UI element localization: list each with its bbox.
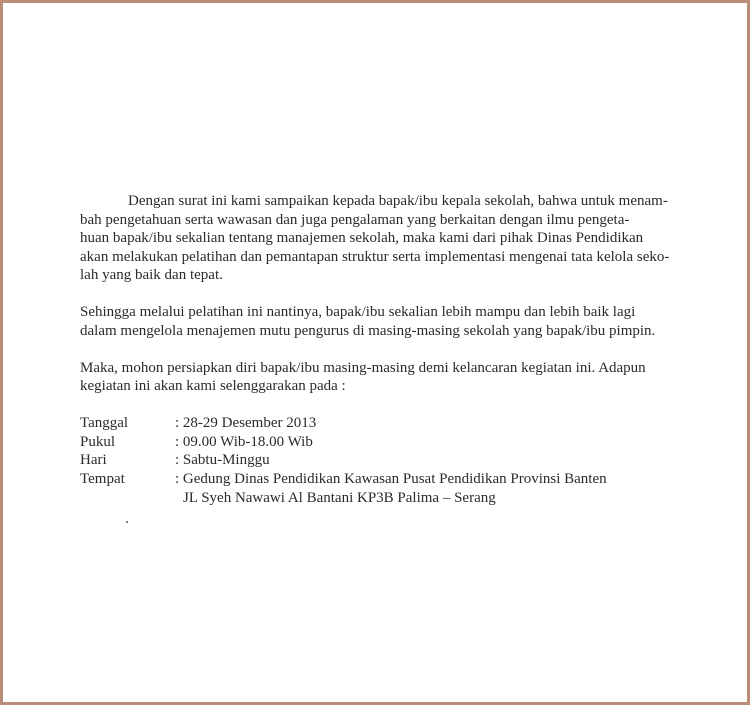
detail-row-tanggal [80, 414, 680, 433]
detail-value: : Sabtu-Minggu [175, 452, 270, 468]
paragraph-1-line: akan melakukan pelatihan dan pemantapan struktur serta implementasi mengenai tata kelola seko- [80, 248, 670, 265]
paragraph-1-line: bah pengetahuan serta wawasan dan juga pengalaman yang berkaitan dengan ilmu pengeta- [80, 211, 630, 228]
paragraph-1-line: lah yang baik dan tepat. [80, 267, 223, 283]
detail-label: Tempat [80, 470, 125, 487]
paragraph-3 [80, 359, 680, 396]
paragraph-1-line: huan bapak/ibu sekalian tentang manajemen sekolah, maka kami dari pihak Dinas Pendidikan [80, 230, 644, 246]
detail-value: : 28-29 Desember 2013 [175, 415, 317, 431]
detail-value: : Gedung Dinas Pendidikan Kawasan Pusat Pendidikan Provinsi Banten [175, 470, 607, 487]
paragraph-3-line: kegiatan ini akan kami selenggarakan pada : [80, 378, 346, 394]
detail-row-tempat [80, 470, 680, 489]
paragraph-1 [80, 192, 680, 285]
address-line: JL Syeh Nawawi Al Bantani KP3B Palima – Serang [183, 490, 496, 506]
paragraph-3-line: Maka, mohon persiapkan diri bapak/ibu masing-masing demi kelancaran kegiatan ini. Adapun [80, 359, 646, 376]
paragraph-2 [80, 303, 680, 340]
detail-row-pukul [80, 433, 680, 452]
detail-label: Hari [80, 452, 107, 468]
ink-speck [126, 521, 128, 523]
letter-body [80, 192, 680, 488]
paragraph-2-line: dalam mengelola menajemen mutu pengurus di masing-masing sekolah yang bapak/ibu pimpin. [80, 322, 656, 339]
detail-value: : 09.00 Wib-18.00 Wib [175, 433, 313, 450]
event-details [80, 414, 680, 488]
paragraph-2-line: Sehingga melalui pelatihan ini nantinya, bapak/ibu sekalian lebih mampu dan lebih baik lagi [80, 304, 636, 320]
detail-label: Tanggal [80, 415, 129, 431]
detail-label: Pukul [80, 433, 116, 450]
paragraph-1-line: Dengan surat ini kami sampaikan kepada bapak/ibu kepala sekolah, bahwa untuk menam- [128, 193, 668, 209]
detail-row-hari [80, 451, 680, 470]
